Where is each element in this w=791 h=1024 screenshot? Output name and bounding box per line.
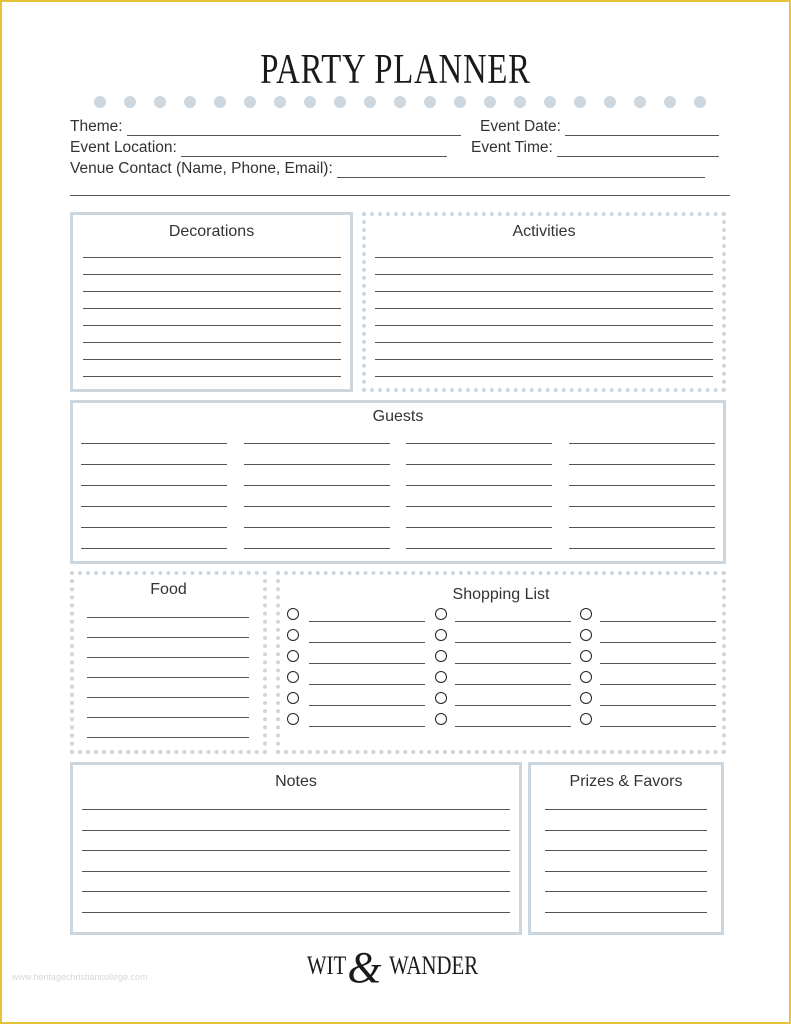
food-title: Food [150,581,187,598]
activities-line[interactable] [375,308,713,309]
food-line[interactable] [87,717,249,718]
shopping-line[interactable] [600,726,716,727]
checkbox-icon[interactable] [435,713,447,725]
food-line[interactable] [87,657,249,658]
prizes-line[interactable] [545,871,707,872]
checkbox-icon[interactable] [580,692,592,704]
event-time-label: Event Time: [471,139,553,156]
shopping-line[interactable] [600,621,716,622]
activities-line[interactable] [375,342,713,343]
notes-line[interactable] [82,809,510,810]
shopping-line[interactable] [309,705,425,706]
watermark: www.heritagechristiancollege.com [12,972,148,982]
guest-line[interactable] [406,443,552,444]
activities-box [362,212,726,392]
food-line[interactable] [87,637,249,638]
guest-line[interactable] [569,548,715,549]
checkbox-icon[interactable] [435,650,447,662]
guest-line[interactable] [569,527,715,528]
activities-line[interactable] [375,376,713,377]
prizes-favors-title: Prizes & Favors [569,773,683,790]
guests-box [70,400,726,564]
guest-line[interactable] [406,485,552,486]
decorations-line[interactable] [83,325,341,326]
guest-line[interactable] [406,464,552,465]
shopping-line[interactable] [455,684,571,685]
notes-box [70,762,522,935]
prizes-line[interactable] [545,912,707,913]
event-date-field[interactable] [480,118,719,136]
logo-ampersand: & [347,943,382,992]
checkbox-icon[interactable] [435,629,447,641]
guest-line[interactable] [244,527,390,528]
notes-line[interactable] [82,912,510,913]
guest-line[interactable] [244,485,390,486]
shopping-line[interactable] [455,663,571,664]
shopping-line[interactable] [455,621,571,622]
checkbox-icon[interactable] [580,671,592,683]
activities-line[interactable] [375,291,713,292]
guest-line[interactable] [406,506,552,507]
notes-line[interactable] [82,871,510,872]
venue-contact-extra-line[interactable] [70,195,730,196]
checkbox-icon[interactable] [580,629,592,641]
shopping-list-box [276,571,726,754]
event-location-label: Event Location: [70,139,177,156]
guest-line[interactable] [569,443,715,444]
activities-line[interactable] [375,359,713,360]
prizes-line[interactable] [545,850,707,851]
guests-title: Guests [372,408,424,425]
guest-line[interactable] [81,485,227,486]
shopping-line[interactable] [600,705,716,706]
decorations-line[interactable] [83,291,341,292]
checkbox-icon[interactable] [287,671,299,683]
guest-line[interactable] [406,548,552,549]
guest-line[interactable] [81,443,227,444]
event-date-label: Event Date: [480,118,561,135]
checkbox-icon[interactable] [435,671,447,683]
prizes-line[interactable] [545,891,707,892]
checkbox-icon[interactable] [287,713,299,725]
guest-line[interactable] [81,464,227,465]
guest-line[interactable] [406,527,552,528]
guest-line[interactable] [244,443,390,444]
shopping-line[interactable] [455,726,571,727]
shopping-line[interactable] [309,621,425,622]
shopping-line[interactable] [455,642,571,643]
guest-line[interactable] [81,548,227,549]
event-time-field[interactable] [471,139,719,157]
venue-contact-label: Venue Contact (Name, Phone, Email): [70,160,333,177]
guest-line[interactable] [244,548,390,549]
notes-line[interactable] [82,830,510,831]
checkbox-icon[interactable] [435,608,447,620]
shopping-line[interactable] [309,684,425,685]
logo-right: WANDER [388,951,478,980]
logo-left: WIT [307,951,347,980]
venue-contact-field[interactable] [70,160,705,178]
wit-wander-logo [0,942,791,993]
page-title: PARTY PLANNER [260,47,531,93]
notes-line[interactable] [82,850,510,851]
notes-line[interactable] [82,891,510,892]
shopping-list-title: Shopping List [452,586,550,603]
prizes-line[interactable] [545,809,707,810]
guest-line[interactable] [244,506,390,507]
shopping-line[interactable] [309,642,425,643]
checkbox-icon[interactable] [287,650,299,662]
guest-line[interactable] [244,464,390,465]
decorations-line[interactable] [83,257,341,258]
decorations-box [70,212,353,392]
decorations-line[interactable] [83,274,341,275]
guest-line[interactable] [569,485,715,486]
checkbox-icon[interactable] [287,608,299,620]
shopping-line[interactable] [600,642,716,643]
food-line[interactable] [87,737,249,738]
guest-line[interactable] [81,506,227,507]
decorative-dots [94,96,706,108]
guest-line[interactable] [569,506,715,507]
prizes-line[interactable] [545,830,707,831]
guest-line[interactable] [81,527,227,528]
food-line[interactable] [87,677,249,678]
activities-line[interactable] [375,257,713,258]
activities-line[interactable] [375,325,713,326]
checkbox-icon[interactable] [287,629,299,641]
decorations-line[interactable] [83,308,341,309]
food-line[interactable] [87,617,249,618]
checkbox-icon[interactable] [580,608,592,620]
guest-line[interactable] [569,464,715,465]
shopping-line[interactable] [309,726,425,727]
prizes-favors-box [528,762,724,935]
shopping-line[interactable] [455,705,571,706]
notes-title: Notes [275,773,317,790]
event-location-field[interactable] [70,139,447,157]
food-box [70,571,267,754]
theme-label: Theme: [70,118,123,135]
decorations-line[interactable] [83,376,341,377]
decorations-title: Decorations [168,223,255,240]
activities-title: Activities [512,223,576,240]
activities-line[interactable] [375,274,713,275]
checkbox-icon[interactable] [580,713,592,725]
shopping-line[interactable] [309,663,425,664]
theme-field[interactable] [70,118,461,136]
decorations-line[interactable] [83,342,341,343]
checkbox-icon[interactable] [580,650,592,662]
shopping-line[interactable] [600,663,716,664]
checkbox-icon[interactable] [287,692,299,704]
checkbox-icon[interactable] [435,692,447,704]
decorations-line[interactable] [83,359,341,360]
food-line[interactable] [87,697,249,698]
shopping-line[interactable] [600,684,716,685]
